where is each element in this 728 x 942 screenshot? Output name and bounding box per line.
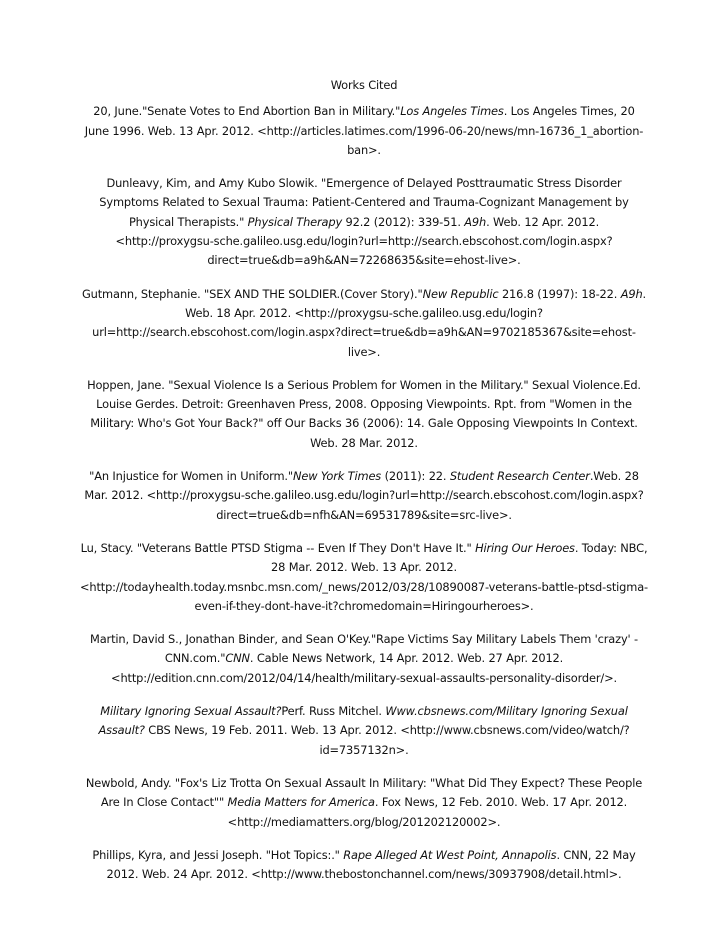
citation-text: . Fox News, 12 Feb. 2010. Web. 17 Apr. 2012. <http://mediamatters.org/blog/201202120002>. xyxy=(227,795,628,829)
citation-italic-text: Los Angeles Times xyxy=(400,104,504,119)
citation-entry xyxy=(80,102,648,160)
citation-text: . Web. 12 Apr. 2012. <http://proxygsu-sche.galileo.usg.edu/login?url=http://search.ebscohost.com/login.aspx?direct=true&db=a9h&AN=72268635&site=ehost-live>. xyxy=(115,214,613,268)
citation-entry xyxy=(80,174,648,270)
citation-text: (2011): 22. xyxy=(381,469,450,484)
citation-italic-text: Military Ignoring Sexual Assault? xyxy=(100,704,282,719)
citation-text: Hoppen, Jane. "Sexual Violence Is a Serious Problem for Women in the Military." Sexual Violence.Ed. Louise Gerdes. Detroit: Greenhaven Press, 2008. Opposing Viewpoints. Rpt. from "Women in the Military: Who's Got Your Back?" off Our Backs 36 (2006): 14. Gale Opposing Viewpoints In Context. Web. 28 Mar. 2012. xyxy=(87,377,641,450)
citation-text: 20, June."Senate Votes to End Abortion Ban in Military." xyxy=(93,104,401,119)
citation-italic-text: Www.cbsnews.com/Military Ignoring Sexual Assault? xyxy=(98,704,628,738)
citation-entry xyxy=(80,285,648,362)
citation-text: .Web. 28 Mar. 2012. <http://proxygsu-sche.galileo.usg.edu/login?url=http://search.ebscohost.com/login.aspx?direct=true&db=nfh&AN=69531789&site=src-live>. xyxy=(84,469,644,522)
citation-text: 92.2 (2012): 339-51. xyxy=(342,214,465,229)
citation-text: Lu, Stacy. "Veterans Battle PTSD Stigma -- Even If They Don't Have It." xyxy=(80,540,476,555)
citation-italic-text: Media Matters for America xyxy=(227,795,375,810)
citation-italic-text: CNN xyxy=(225,651,250,666)
citation-italic-text: A9h xyxy=(464,214,487,229)
citation-entry xyxy=(80,630,648,688)
citation-text: "An Injustice for Women in Uniform." xyxy=(89,469,293,484)
works-cited-page xyxy=(80,76,648,898)
citation-italic-text: Physical Therapy xyxy=(247,214,343,229)
citation-text: CBS News, 19 Feb. 2011. Web. 13 Apr. 2012. <http://www.cbsnews.com/video/watch/?id=7357132n>. xyxy=(144,723,630,757)
citation-text: Newbold, Andy. "Fox's Liz Trotta On Sexual Assault In Military: "What Did They Expect? These People Are In Close Contact"" xyxy=(85,775,643,810)
citation-text: . CNN, 22 May 2012. Web. 24 Apr. 2012. <http://www.thebostonchannel.com/news/30937908/detail.html>. xyxy=(106,847,636,882)
citation-entry xyxy=(80,774,648,832)
citation-entry xyxy=(80,467,648,525)
citation-text: . Today: NBC, 28 Mar. 2012. Web. 13 Apr. 2012. <http://todayhealth.today.msnbc.msn.com/_news/2012/03/28/10890087-veterans-battle-ptsd-stigma-even-if-they-dont-have-it?chromedomain=Hiringourheroes>. xyxy=(80,540,648,613)
citation-text: . Los Angeles Times, 20 June 1996. Web. 13 Apr. 2012. <http://articles.latimes.com/1996-06-20/news/mn-16736_1_abortion-ban>. xyxy=(84,104,644,157)
citation-italic-text: Student Research Center xyxy=(449,469,590,484)
citation-text: Gutmann, Stephanie. "SEX AND THE SOLDIER.(Cover Story)." xyxy=(82,286,423,301)
citation-italic-text: New Republic xyxy=(422,286,499,301)
citation-italic-text: Rape Alleged At West Point, Annapolis xyxy=(343,847,557,862)
citation-italic-text: A9h xyxy=(620,286,643,301)
citation-text: Martin, David S., Jonathan Binder, and Sean O'Key."Rape Victims Say Military Labels Them 'crazy' - CNN.com." xyxy=(90,632,638,666)
citation-entry xyxy=(80,702,648,760)
citation-text: Phillips, Kyra, and Jessi Joseph. "Hot Topics:." xyxy=(92,847,344,862)
citation-list xyxy=(80,102,648,884)
citation-italic-text: Hiring Our Heroes xyxy=(475,540,575,555)
citation-italic-text: New York Times xyxy=(292,469,382,484)
citation-text: . Cable News Network, 14 Apr. 2012. Web. 27 Apr. 2012. <http://edition.cnn.com/2012/04/14/health/military-sexual-assaults-personality-disorder/>. xyxy=(111,651,617,685)
citation-text: Dunleavy, Kim, and Amy Kubo Slowik. "Emergence of Delayed Posttraumatic Stress Disorder Symptoms Related to Sexual Trauma: Patient-Centered and Trauma-Cognizant Management by Physical Therapists." xyxy=(99,176,629,229)
citation-entry xyxy=(80,846,648,885)
citation-entry xyxy=(80,376,648,453)
page-title: Works Cited xyxy=(330,78,398,92)
citation-text: . Web. 18 Apr. 2012. <http://proxygsu-sche.galileo.usg.edu/login?url=http://search.ebscohost.com/login.aspx?direct=true&db=a9h&AN=9702185367&site=ehost-live>. xyxy=(92,286,646,359)
citation-text: Perf. Russ Mitchel. xyxy=(281,704,386,719)
citation-entry xyxy=(80,539,648,616)
citation-text: 216.8 (1997): 18-22. xyxy=(498,286,621,301)
